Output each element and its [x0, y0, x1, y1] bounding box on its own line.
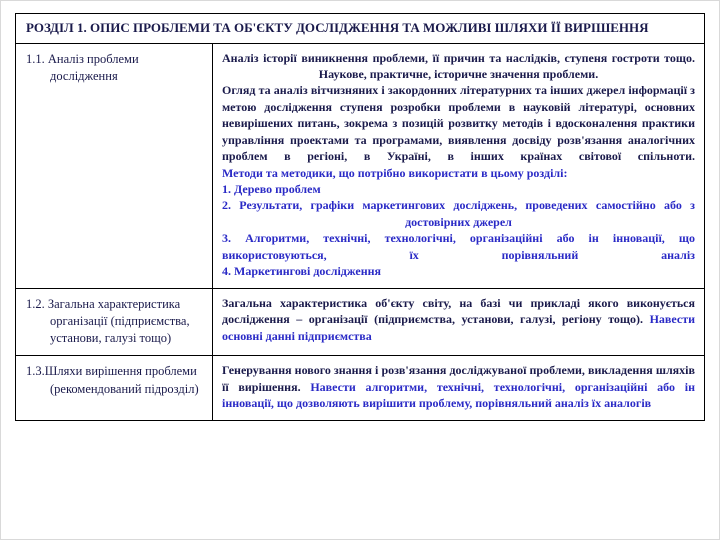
subsection-1-2-label: 1.2. Загальна характеристика організації (підприємства, установи, галузі тощо) [26, 296, 190, 346]
row-1-1-label-cell [16, 44, 213, 288]
methods-heading: Методи та методики, що потрібно використати в цьому розділі: [222, 165, 568, 180]
methods-item-3: 3. Алгоритми, технічні, технологічні, організаційні або ін інновації, що використовуються, їх порівняльний аналіз [222, 231, 695, 262]
methods-item-4: 4. Маркетингові дослідження [222, 264, 382, 279]
methods-item-1: 1. Дерево проблем [222, 182, 321, 197]
subsection-1-3-label: 1.3.Шляхи вирішення проблеми (рекомендований підрозділ) [26, 364, 199, 396]
subsection-1-1-label: 1.1. Аналіз проблеми дослідження [26, 51, 139, 83]
row-1-1-content-cell [213, 44, 704, 288]
row-1-2-label-cell [16, 289, 213, 356]
solution-paths-dark-text: Генерування нового знання і розв'язання досліджуваної проблеми, викладення шляхів її вирішення. [222, 363, 695, 394]
row-1-3-label-cell [16, 356, 213, 419]
methods-item-2: 2. Результати, графіки маркетингових досліджень, проведених самостійно або з достовірних джерел [222, 198, 695, 229]
solution-paths-blue-text: Навести алгоритми, технічні, технологічні, організаційні або ін інновації, що дозволяють вирішити проблему, порівняльний аналіз їх аналогів [222, 379, 695, 411]
table-header-row [16, 14, 704, 44]
section-title: РОЗДІЛ 1. ОПИС ПРОБЛЕМИ ТА ОБ'ЄКТУ ДОСЛІДЖЕННЯ ТА МОЖЛИВІ ШЛЯХИ ЇЇ ВИРІШЕННЯ [26, 20, 649, 35]
table-row-1-1 [16, 44, 704, 289]
table-row-1-3 [16, 356, 704, 419]
table-row-1-2 [16, 289, 704, 357]
analysis-paragraph-1: Аналіз історії виникнення проблеми, її причин та наслідків, ступеня гостроти тощо. Наукове, практичне, історичне значення проблеми. [222, 50, 695, 81]
solution-paths-paragraph [222, 362, 695, 411]
org-description-paragraph [222, 295, 695, 344]
row-1-3-content-cell [213, 356, 704, 419]
section-outline-table [15, 13, 705, 421]
org-description-dark-text: Загальна характеристика об'єкту світу, на базі чи прикладі якого виконується дослідження – організації (підприємства, установи, галузі, регіону тощо). [222, 295, 695, 327]
row-1-2-content-cell [213, 289, 704, 356]
org-description-blue-text: Навести основні данні підприємства [222, 312, 695, 343]
analysis-paragraph-2: Огляд та аналіз вітчизняних і закордонних літературних та інших джерел інформації з метою дослідження ступеня розробки проблеми в науковій літературі, основних невирішених питань, зокрема з позицій розвитку методів і вдосконалення практики управління проектами та програмами, виявлення досвіду розв'язання аналогічних проблем в регіоні, в Україні, в інших країнах світової спільноти. [222, 83, 695, 164]
